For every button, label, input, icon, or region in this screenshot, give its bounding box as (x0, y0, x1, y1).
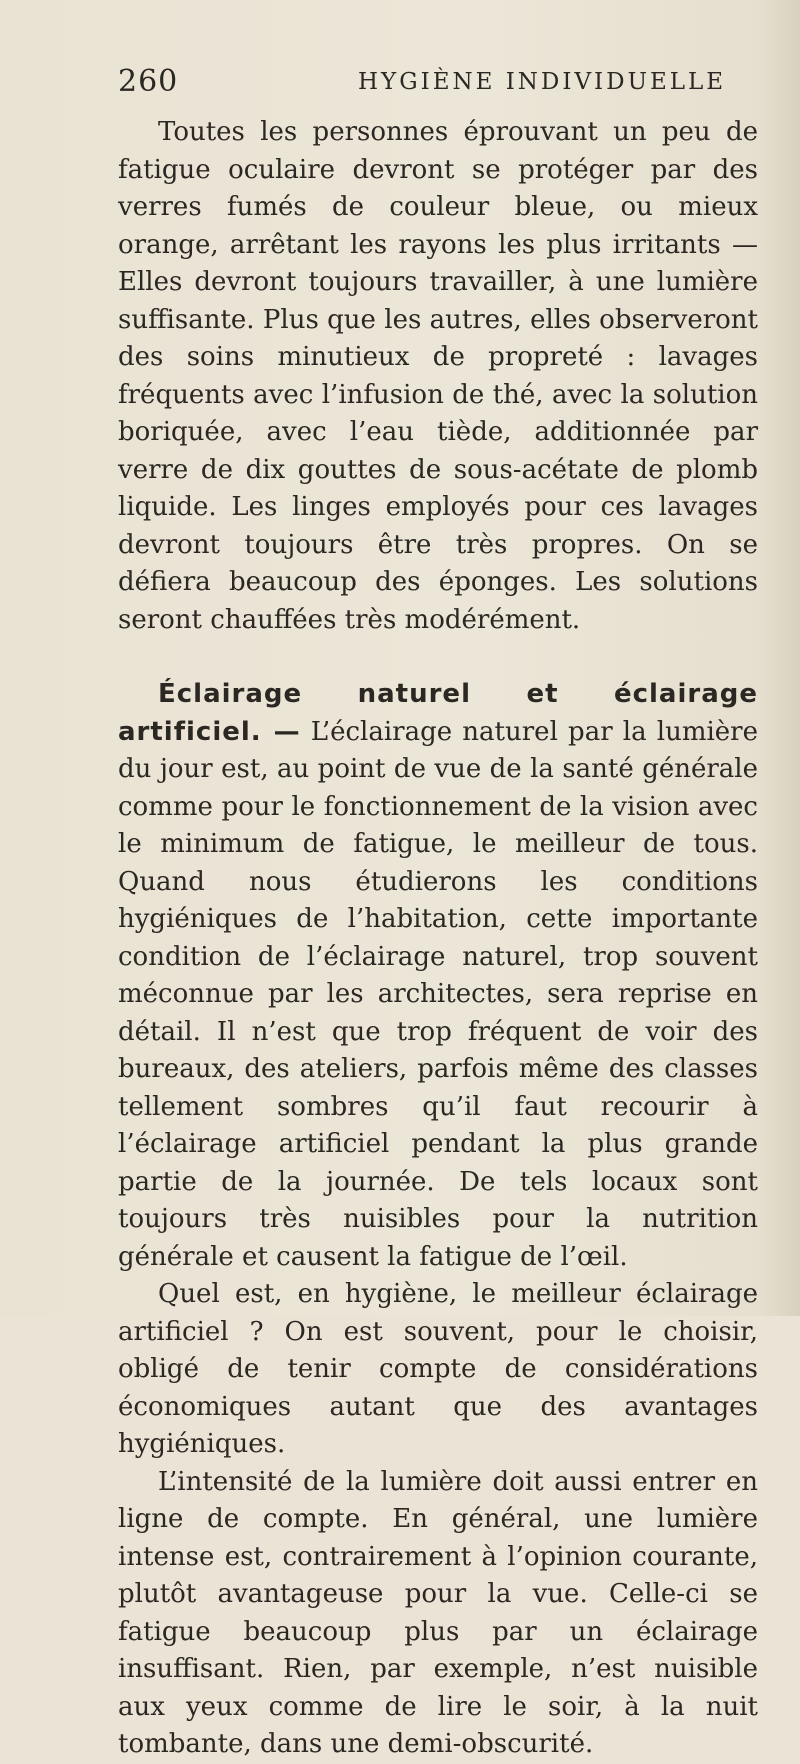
paragraph: Quel est, en hygiène, le meilleur éclairage artificiel ? On est souvent, pour le choisir, obligé de tenir compte de considérations économiques autant que des avantages hygiéniques. (118, 1279, 758, 1459)
page-number: 260 (118, 64, 179, 99)
paragraph-text: L’éclairage naturel par la lumière du jour est, au point de vue de la santé générale comme pour le fonctionnement de la vision avec le minimum de fatigue, le meilleur de tous. Quand nous étudierons les conditions hygiéniques de l’habitation, cette importante condition de l’éclairage naturel, trop souvent méconnue par les architectes, sera reprise en détail. Il n’est que trop fréquent de voir des bureaux, des ateliers, parfois même des classes tellement sombres qu’il faut recourir à l’éclairage artificiel pendant la plus grande partie de la journée. De tels locaux sont toujours très nuisibles pour la nutrition générale et causent la fatigue de l’œil. (118, 716, 758, 1272)
body-text (118, 114, 758, 1764)
page-header (118, 64, 758, 104)
paragraph: Toutes les personnes éprouvant un peu de fatigue oculaire devront se protéger par des verres fumés de couleur bleue, ou mieux orange, arrêtant les rayons les plus irritants — Elles devront toujours travailler, à une lumière suffisante. Plus que les autres, elles observeront des soins minutieux de propreté : lavages fréquents avec l’infusion de thé, avec la solution boriquée, avec l’eau tiède, additionnée par verre de dix gouttes de sous-acétate de plomb liquide. Les linges employés pour ces lavages devront toujours être très propres. On se défiera beaucoup des éponges. Les solutions seront chauffées très modérément. (118, 117, 758, 635)
paragraph: L’intensité de la lumière doit aussi entrer en ligne de compte. En général, une lumière intense est, contrairement à l’opinion courante, plutôt avantageuse pour la vue. Celle-ci se fatigue beaucoup plus par un éclairage insuffisant. Rien, par exemple, n’est nuisible aux yeux comme de lire le soir, à la nuit tombante, dans une demi-obscurité. (118, 1466, 758, 1759)
paragraph-with-heading (118, 676, 758, 1276)
running-head: HYGIÈNE INDIVIDUELLE (358, 69, 727, 95)
section-heading: Éclairage naturel et éclairage artificiel. — (118, 679, 758, 747)
